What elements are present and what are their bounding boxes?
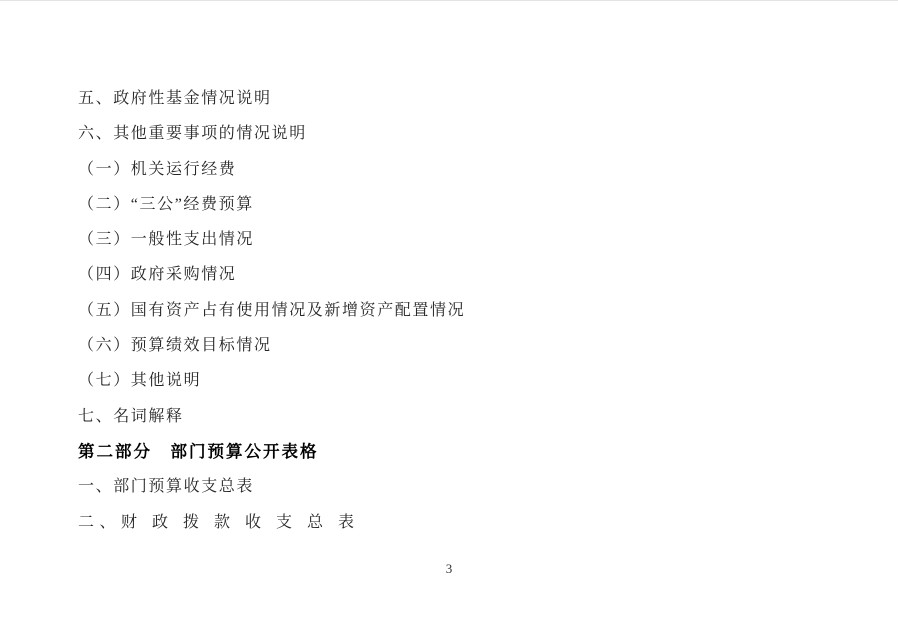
toc-line: （一）机关运行经费 [78,160,237,178]
section-heading: 第二部分 部门预算公开表格 [78,441,319,461]
toc-line: 五、政府性基金情况说明 [78,90,272,107]
table-of-contents [78,81,858,540]
toc-line: 一、部门预算收支总表 [78,478,255,496]
toc-line: 七、名词解释 [78,407,184,425]
toc-line: （五）国有资产占有使用情况及新增资产配置情况 [78,301,466,319]
toc-line: （三）一般性支出情况 [78,231,255,249]
toc-line: （二）“三公”经费预算 [78,195,254,213]
toc-line: 二、财 政 拨 款 收 支 总 表 [78,513,360,531]
toc-line: 六、其他重要事项的情况说明 [78,125,307,143]
toc-line: （七）其他说明 [78,372,202,390]
page-number: 3 [445,561,453,576]
toc-line: （四）政府采购情况 [78,266,237,284]
toc-line: （六）预算绩效目标情况 [78,337,272,355]
